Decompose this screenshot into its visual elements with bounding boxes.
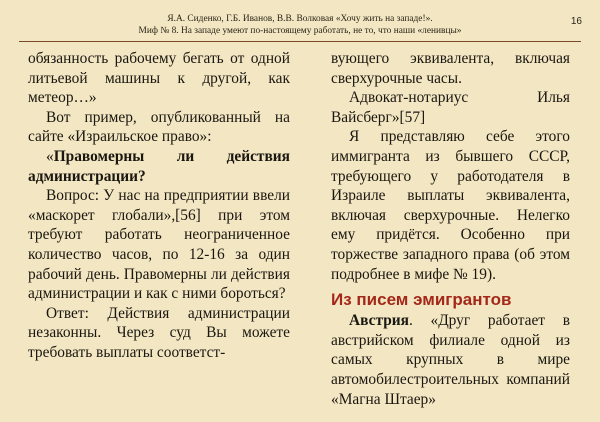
- letter-text: . «Друг работает в австрийском филиале одной из самых крупных в мире автомобилестроительных компаний «Магна Штаер»: [331, 312, 570, 408]
- quoted-question-heading: [28, 147, 290, 186]
- quote-open-mark: «: [46, 147, 54, 165]
- paragraph-example-intro: Вот пример, опубликованный на сайте «Израильское право»:: [28, 108, 290, 146]
- page-number: 16: [570, 16, 582, 27]
- paragraph-question: Вопрос: У нас на предприятии ввели «маскорет глобали»,[56] при этом требуют работать неограниченное количество часов, по 12-16 за один рабочий день. Правомерны ли действия администрации и как с ними бороться?: [28, 187, 290, 303]
- header-myth-title: Миф № 8. На западе умеют по-настоящему работать, не то, что наши «ленивцы»: [138, 26, 462, 36]
- country-label-bold: Австрия: [349, 312, 409, 330]
- running-header: [0, 0, 600, 40]
- paragraph-answer: Ответ: Действия администрации незаконны. Через суд Вы можете требовать выплаты соответст-: [28, 304, 290, 361]
- paragraph-signature: Адвокат-нотариус Илья Вайсберг»[57]: [331, 89, 570, 126]
- header-divider: [19, 41, 581, 42]
- right-column: [331, 49, 570, 409]
- left-column: [28, 49, 290, 363]
- paragraph-letter-austria: [331, 311, 570, 409]
- paragraph-answer-continued: вующего эквивалента, включая сверхурочные часы.: [331, 50, 570, 87]
- paragraph-continuation: обязанность рабочему бегать от одной литьевой машины к другой, как метеор…»: [28, 50, 290, 107]
- paragraph-commentary: Я представляю себе этого иммигранта из бывшего СССР, требующего у работодателя в Израиле выплаты эквивалента, включая сверхурочные. Нелегко ему придётся. Особенно при торжестве западного права (об этом подробнее в мифе № 19).: [331, 128, 570, 283]
- section-heading: Из писем эмигрантов: [331, 290, 512, 310]
- question-heading-bold: Правомерны ли действия администрации?: [28, 147, 290, 185]
- header-authors-title: Я.А. Сиденко, Г.Б. Иванов, В.В. Волковая «Хочу жить на западе!».: [167, 14, 433, 24]
